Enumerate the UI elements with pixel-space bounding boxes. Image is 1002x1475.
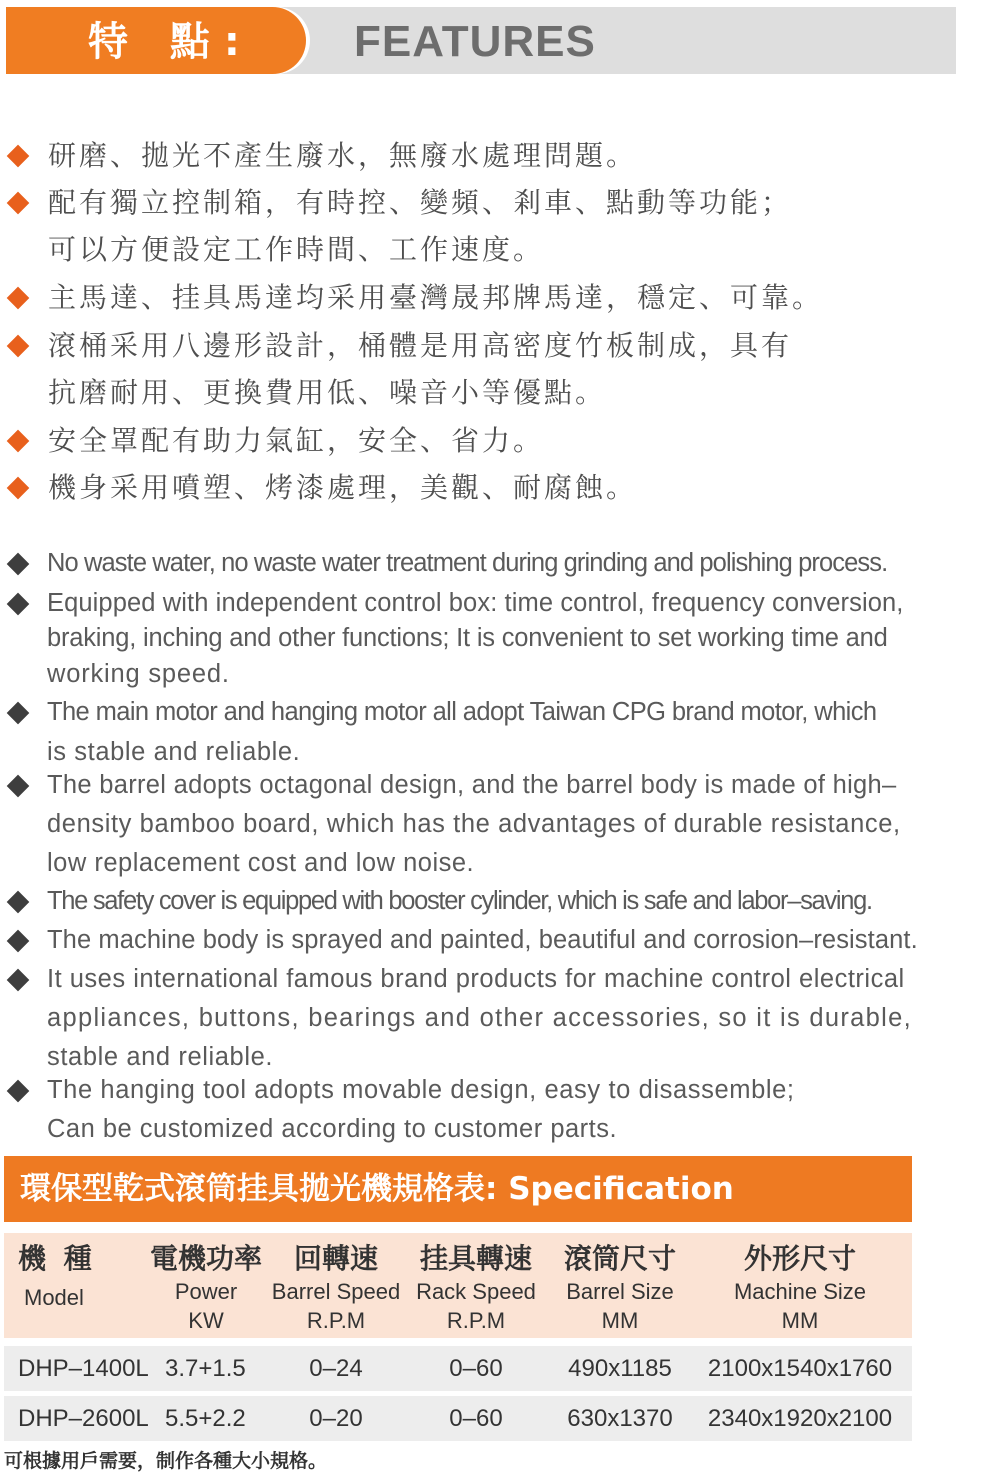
feature-cn-line: 機身采用噴塑、烤漆處理，美觀、耐腐蝕。 (48, 471, 638, 504)
feature-en-line: The barrel adopts octagonal design, and the barrel body is made of high– (47, 771, 897, 799)
cell-power: 3.7+1.5 (165, 1355, 246, 1382)
bullet-diamond-icon (7, 969, 30, 992)
feature-en-line: It uses international famous brand products for machine control electrical (47, 965, 905, 993)
feature-en-line: stable and reliable. (47, 1043, 274, 1071)
bullet-diamond-icon (7, 287, 30, 310)
col-header-en: Barrel Speed (271, 1279, 401, 1304)
col-header-cn: 電機功率 (149, 1242, 262, 1275)
bullet-diamond-icon (7, 702, 30, 725)
spec-title: 環保型乾式滾筒挂具拋光機規格表: Specification (20, 1171, 734, 1207)
feature-cn-line: 抗磨耐用、更換費用低、噪音小等優點。 (48, 376, 607, 409)
cell-machine-size: 2100x1540x1760 (707, 1355, 893, 1382)
feature-en-line: braking, inching and other functions; It is convenient to set working time and (47, 624, 888, 652)
cell-rack-speed: 0–60 (449, 1405, 503, 1432)
feature-cn-line: 配有獨立控制箱，有時控、變頻、剎車、點動等功能； (48, 186, 793, 219)
bullet-diamond-icon (7, 192, 30, 215)
col-header-cn: 機 種 (18, 1242, 96, 1275)
feature-en-line: appliances, buttons, bearings and other accessories, so it is durable, (47, 1004, 912, 1032)
feature-en-line: The hanging tool adopts movable design, easy to disassemble; (47, 1076, 795, 1104)
feature-en-line: The safety cover is equipped with booster cylinder, which is safe and labor–saving. (47, 887, 872, 915)
col-header-unit: KW (188, 1308, 224, 1333)
header-title-cn: 特 點: (88, 19, 254, 65)
bullet-diamond-icon (7, 477, 30, 500)
feature-cn-line: 安全罩配有助力氣缸，安全、省力。 (48, 424, 545, 457)
col-header-unit: R.P.M (306, 1308, 366, 1333)
bullet-diamond-icon (7, 930, 30, 953)
feature-cn-line: 可以方便設定工作時間、工作速度。 (48, 233, 545, 266)
feature-en-line: The main motor and hanging motor all adopt Taiwan CPG brand motor, which (47, 698, 877, 726)
feature-cn-line: 滾桶采用八邊形設計，桶體是用高密度竹板制成，具有 (48, 329, 793, 362)
bullet-diamond-icon (7, 553, 30, 576)
cell-barrel-speed: 0–20 (309, 1405, 363, 1432)
col-header-en: Rack Speed (416, 1279, 536, 1304)
col-header-cn: 滾筒尺寸 (563, 1242, 676, 1275)
bullet-diamond-icon (7, 145, 30, 168)
feature-cn-line: 研磨、拋光不產生廢水，無廢水處理問題。 (48, 139, 638, 172)
bullet-diamond-icon (7, 335, 30, 358)
feature-en-line: low replacement cost and low noise. (47, 849, 475, 877)
feature-en-line: working speed. (47, 660, 230, 688)
cell-barrel-size: 630x1370 (567, 1405, 673, 1432)
cell-power: 5.5+2.2 (165, 1405, 246, 1432)
bullet-diamond-icon (7, 593, 30, 616)
feature-en-line: is stable and reliable. (47, 738, 301, 766)
col-header-unit: MM (781, 1308, 819, 1333)
bullet-diamond-icon (7, 775, 30, 798)
spec-footnote: 可根據用戶需要，制作各種大小規格。 (4, 1450, 328, 1472)
feature-en-line: The machine body is sprayed and painted, beautiful and corrosion–resistant. (47, 926, 918, 954)
col-header-unit: MM (601, 1308, 639, 1333)
col-header-cn: 外形尺寸 (743, 1242, 856, 1275)
col-header-unit: R.P.M (446, 1308, 506, 1333)
col-header-en: Barrel Size (566, 1279, 674, 1304)
header-title-en: FEATURES (354, 17, 596, 66)
feature-en-line: Can be customized according to customer parts. (47, 1115, 618, 1143)
cell-barrel-speed: 0–24 (309, 1355, 363, 1382)
feature-en-line: Equipped with independent control box: time control, frequency conversion, (47, 589, 904, 617)
col-header-en: Power (174, 1279, 238, 1304)
feature-cn-line: 主馬達、挂具馬達均采用臺灣晟邦牌馬達，穩定、可靠。 (48, 281, 824, 314)
col-header-cn: 挂具轉速 (419, 1242, 532, 1275)
cell-barrel-size: 490x1185 (568, 1355, 672, 1382)
cell-model: DHP–1400L (18, 1355, 149, 1382)
col-header-en: Model (24, 1285, 84, 1310)
col-header-cn: 回轉速 (293, 1242, 378, 1275)
feature-en-line: density bamboo board, which has the advantages of durable resistance, (47, 810, 901, 838)
feature-en-line: No waste water, no waste water treatment during grinding and polishing process. (47, 549, 888, 577)
bullet-diamond-icon (7, 1080, 30, 1103)
col-header-en: Machine Size (733, 1279, 867, 1304)
cell-model: DHP–2600L (18, 1405, 149, 1432)
cell-machine-size: 2340x1920x2100 (707, 1405, 893, 1432)
cell-rack-speed: 0–60 (449, 1355, 503, 1382)
bullet-diamond-icon (7, 891, 30, 914)
bullet-diamond-icon (7, 430, 30, 453)
